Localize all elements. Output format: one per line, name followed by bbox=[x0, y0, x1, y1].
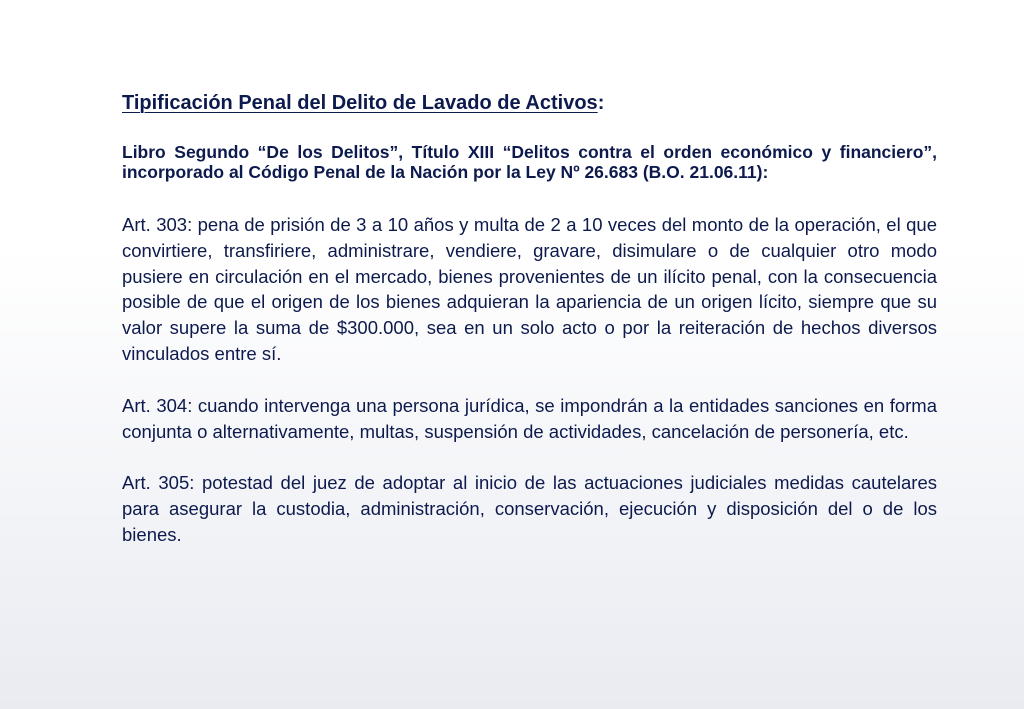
law-reference: Libro Segundo “De los Delitos”, Título XIII “Delitos contra el orden económico y financiero”, incorporado al Código Penal de la Nación por la Ley Nº 26.683 (B.O. 21.06.11): bbox=[122, 142, 937, 182]
article-303: Art. 303: pena de prisión de 3 a 10 años y multa de 2 a 10 veces del monto de la operación, el que convirtiere, transfiriere, administrare, vendiere, gravare, disimulare o de cualquier otro modo pusiere en circulación en el mercado, bienes provenientes de un ilícito penal, con la consecuencia posible de que el origen de los bienes adquieran la apariencia de un origen lícito, siempre que su valor supere la suma de $300.000, sea en un solo acto o por la reiteración de hechos diversos vinculados entre sí. bbox=[122, 214, 937, 364]
article-304: Art. 304: cuando intervenga una persona jurídica, se impondrán a la entidades sanciones en forma conjunta o alternativamente, multas, suspensión de actividades, cancelación de personería, etc. bbox=[122, 394, 937, 442]
slide-title-colon: : bbox=[597, 92, 605, 114]
article-305: Art. 305: potestad del juez de adoptar al inicio de las actuaciones judiciales medidas cautelares para asegurar la custodia, administración, conservación, ejecución y disposición del o de los bienes. bbox=[122, 472, 937, 545]
slide-title bbox=[122, 88, 937, 118]
slide-content bbox=[122, 88, 937, 574]
slide-title-text: Tipificación Penal del Delito de Lavado de Activos bbox=[122, 92, 598, 114]
